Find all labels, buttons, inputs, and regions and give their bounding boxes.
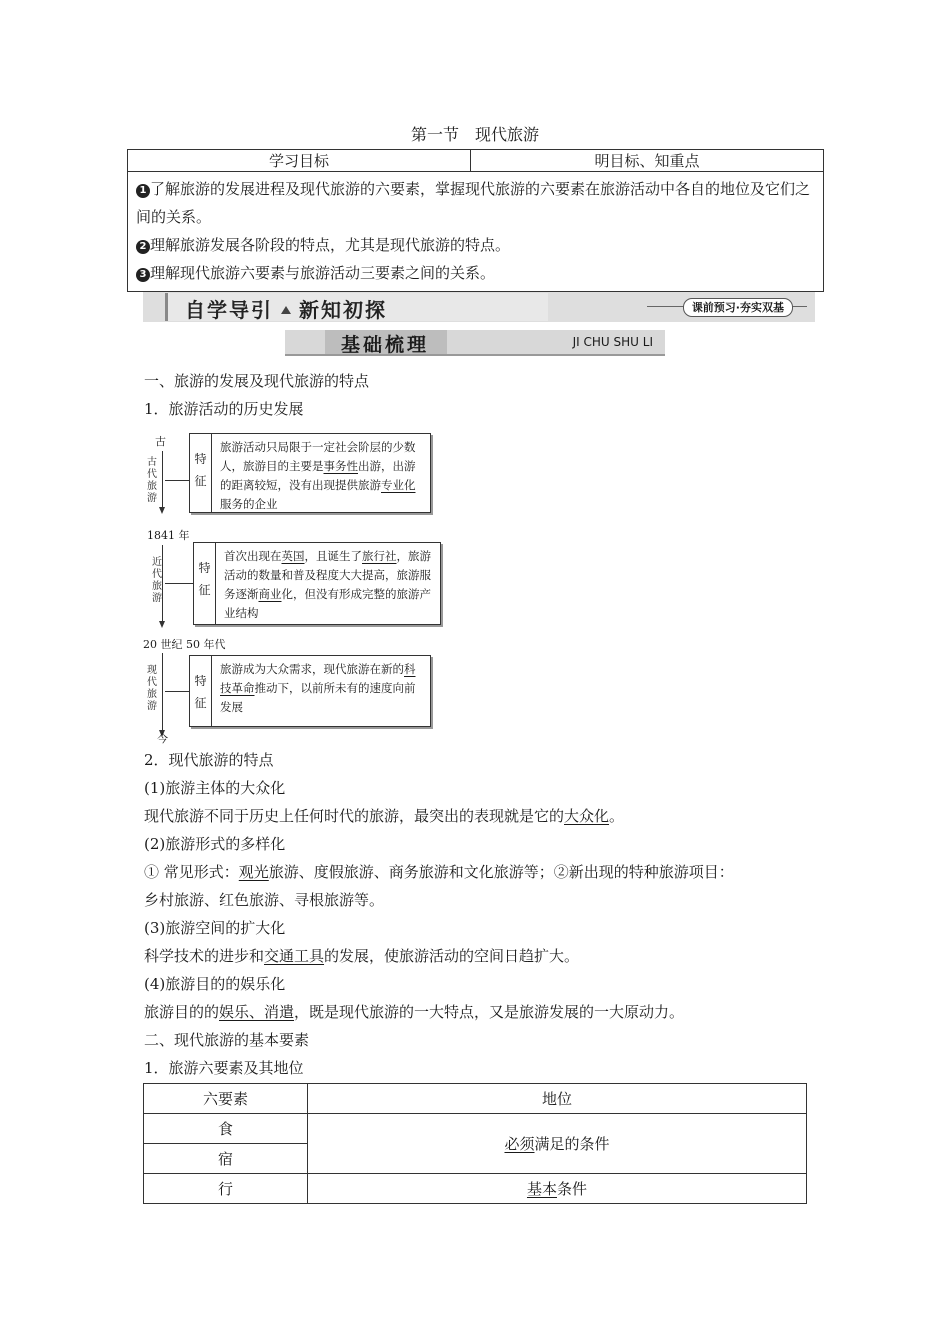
arrow-down-icon <box>159 621 165 628</box>
text-run: 推动下，以前所未有的速度向前发展 <box>220 681 416 714</box>
text-run: 旅游目的的 <box>144 1003 220 1021</box>
text-run: 。 <box>609 807 625 825</box>
underlined-answer: 科技革命 <box>220 662 416 695</box>
goal-text: 理解现代旅游六要素与旅游活动三要素之间的关系。 <box>150 264 496 282</box>
text-run: 化，但没有形成完整的旅游产业结构 <box>224 587 431 620</box>
number-3-icon: 3 <box>136 268 150 282</box>
underlined-answer: 观光 <box>238 863 269 881</box>
text-run: 条件 <box>557 1180 588 1198</box>
text-run: 科学技术的进步和 <box>144 947 265 965</box>
feature-title: (3)旅游空间的扩大化 <box>144 919 286 937</box>
table-cell-element: 行 <box>144 1174 308 1204</box>
six-elements-table <box>143 1083 807 1204</box>
underlined-answer: 专业化 <box>381 478 416 492</box>
text-run: 满足的条件 <box>534 1135 610 1153</box>
number-1-icon: 1 <box>136 184 150 198</box>
period-box-modern-early <box>193 542 441 625</box>
underlined-answer: 必须 <box>504 1135 535 1153</box>
period-name: 古代旅游 <box>147 457 157 504</box>
text-run: 首次出现在 <box>224 549 282 563</box>
goal-item <box>136 259 815 287</box>
underlined-answer: 基本 <box>526 1180 557 1198</box>
subheading-2: 2．现代旅游的特点 <box>144 751 274 769</box>
feature-title: (2)旅游形式的多样化 <box>144 835 286 853</box>
period-box-contemporary <box>189 655 431 727</box>
goal-item <box>136 231 815 259</box>
period-start-label: 1841 年 <box>147 529 190 542</box>
goal-item <box>136 175 815 231</box>
goals-header-col1: 学习目标 <box>128 150 471 172</box>
sub-banner-english: JI CHU SHU LI <box>572 335 653 349</box>
underlined-answer: 商业 <box>258 587 282 601</box>
underlined-answer: 娱乐、消遣 <box>219 1003 295 1021</box>
period-name: 近代旅游 <box>152 557 162 604</box>
text-run: ① 常见形式： <box>144 863 239 881</box>
feature-title: (4)旅游目的的娱乐化 <box>144 975 286 993</box>
period-description <box>220 438 424 514</box>
goals-header-col2: 明目标、知重点 <box>471 150 824 172</box>
feature-text <box>144 1001 684 1022</box>
feature-text <box>144 805 624 826</box>
number-2-icon: 2 <box>136 240 150 254</box>
underlined-answer: 事务性 <box>323 459 358 473</box>
triangle-icon <box>281 306 291 314</box>
text-run: 现代旅游不同于历史上任何时代的旅游，最突出的表现就是它的 <box>144 807 565 825</box>
underlined-answer: 大众化 <box>564 807 610 825</box>
feature-text <box>144 889 384 910</box>
text-run: 出游，出游的距离较短，没有出现提供旅游 <box>220 459 416 492</box>
table-cell-element: 宿 <box>144 1144 308 1174</box>
feature-tag: 特征 <box>190 434 212 512</box>
text-run: 旅游活动只局限于一定社会阶层的少数人，旅游目的主要是 <box>220 440 416 473</box>
underlined-answer: 交通工具 <box>264 947 325 965</box>
period-name: 现代旅游 <box>147 665 157 712</box>
banner-title: 自学导引 新知初探 <box>185 298 387 322</box>
goal-text: 理解旅游发展各阶段的特点，尤其是现代旅游的特点。 <box>150 236 511 254</box>
subheading-3: 1．旅游六要素及其地位 <box>144 1059 304 1077</box>
period-box-ancient <box>189 433 431 513</box>
section-banner <box>143 292 815 322</box>
learning-goals-table <box>127 149 824 292</box>
goals-list <box>128 172 824 292</box>
text-run: 服务的企业 <box>220 497 278 511</box>
feature-text <box>144 861 734 882</box>
table-cell-status <box>308 1114 807 1174</box>
underlined-answer: 旅行社 <box>362 549 397 563</box>
period-description <box>220 660 424 717</box>
feature-tag: 特征 <box>194 543 216 624</box>
subheading-1: 1．旅游活动的历史发展 <box>144 400 304 418</box>
table-cell-element: 食 <box>144 1114 308 1144</box>
arrow-down-icon <box>159 507 165 514</box>
history-timeline <box>143 425 443 745</box>
text-run: ，且诞生了 <box>304 549 362 563</box>
text-run: 乡村旅游、红色旅游、寻根旅游等。 <box>144 891 385 909</box>
sub-banner-title: 基础梳理 <box>341 334 430 356</box>
feature-tag: 特征 <box>190 656 212 726</box>
goal-text: 了解旅游的发展进程及现代旅游的六要素，掌握现代旅游的六要素在旅游活动中各自的地位及它们之间的关系。 <box>136 180 811 226</box>
feature-title: (1)旅游主体的大众化 <box>144 779 286 797</box>
text-run: 旅游成为大众需求，现代旅游在新的 <box>220 662 404 676</box>
sub-banner <box>285 330 665 356</box>
period-start-label: 20 世纪 50 年代 <box>143 638 226 651</box>
text-run: ，既是现代旅游的一大特点，又是旅游发展的一大原动力。 <box>294 1003 685 1021</box>
banner-badge: 课前预习·夯实双基 <box>683 298 793 317</box>
text-run: 的发展，使旅游活动的空间日趋扩大。 <box>324 947 580 965</box>
underlined-answer: 英国 <box>281 549 305 563</box>
table-header: 地位 <box>308 1084 807 1114</box>
table-cell-status <box>308 1174 807 1204</box>
feature-text <box>144 945 579 966</box>
heading-2: 二、现代旅游的基本要素 <box>144 1031 310 1049</box>
table-header: 六要素 <box>144 1084 308 1114</box>
text-run: ，旅游活动的数量和普及程度大大提高，旅游服务逐渐 <box>224 549 431 601</box>
timeline-end-label: 今 <box>157 732 168 745</box>
period-description <box>224 547 434 623</box>
section-title: 第一节 现代旅游 <box>410 125 539 144</box>
timeline-start-label: 古 <box>155 435 166 448</box>
heading-1: 一、旅游的发展及现代旅游的特点 <box>144 372 370 390</box>
text-run: 旅游、度假旅游、商务旅游和文化旅游等；②新出现的特种旅游项目： <box>268 863 734 881</box>
